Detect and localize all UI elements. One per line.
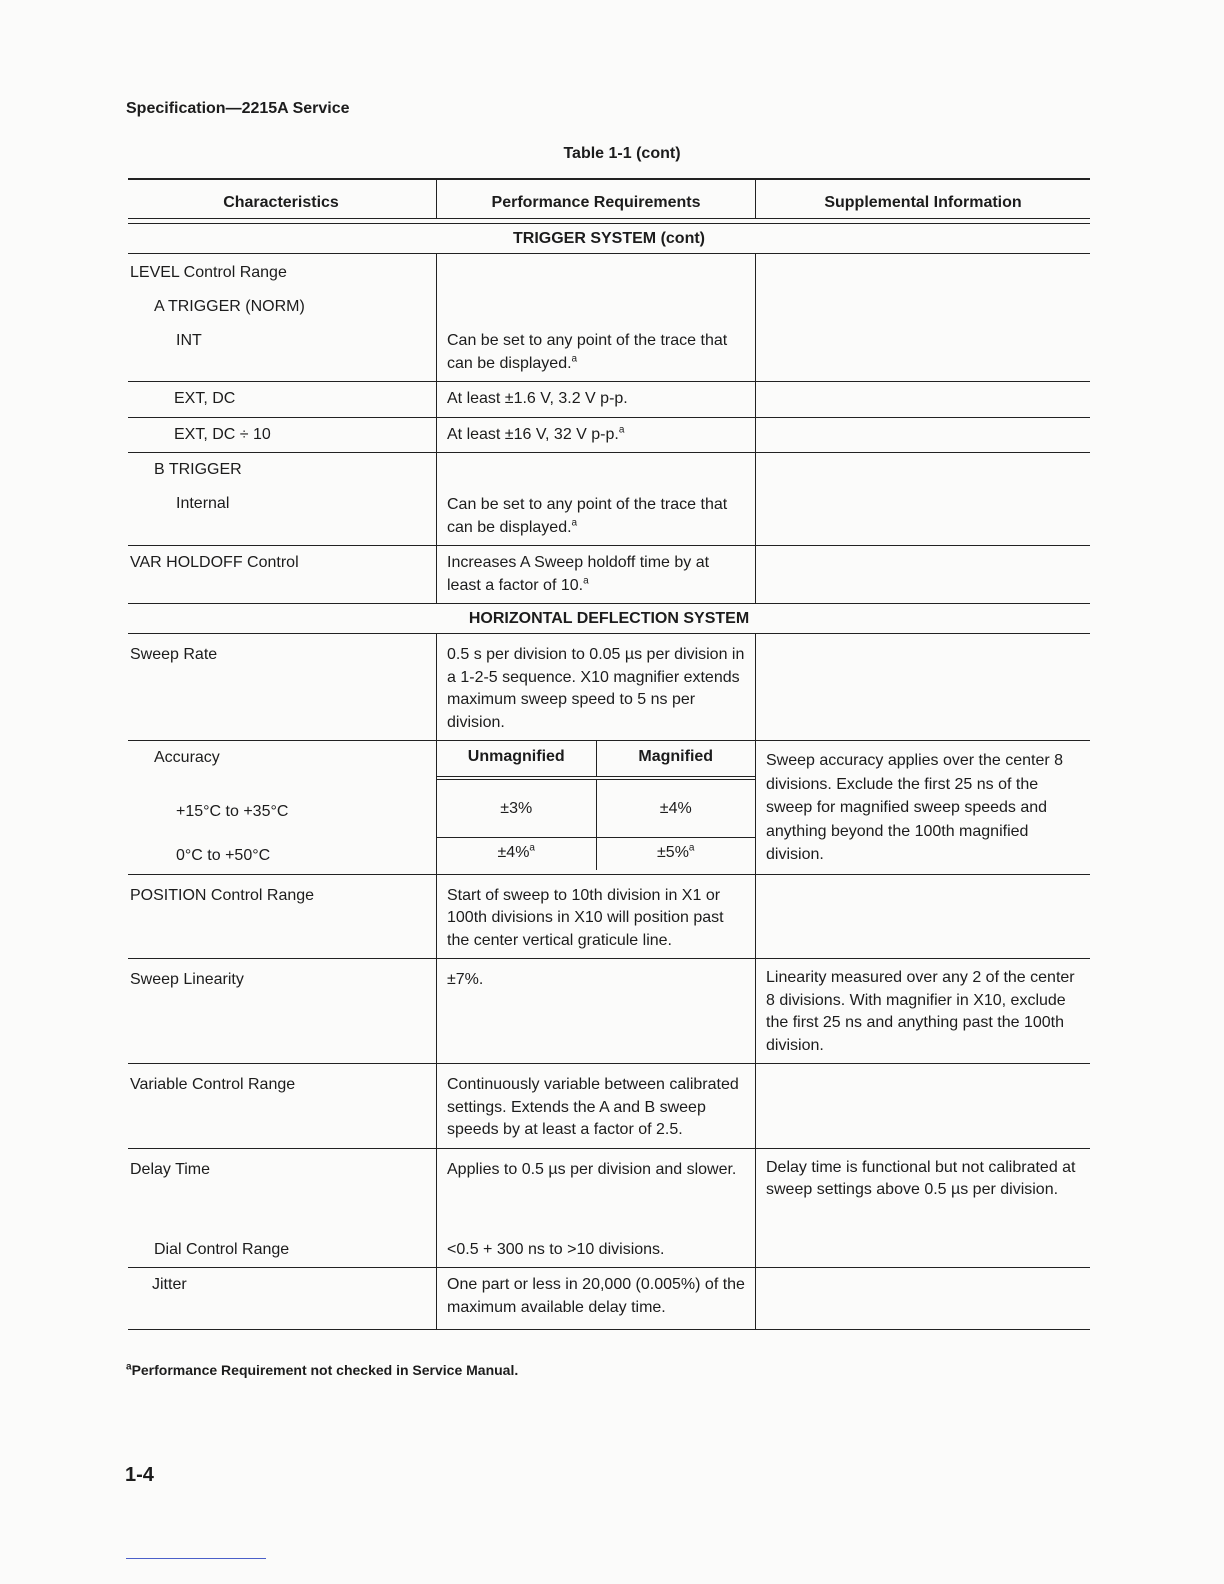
table-row	[128, 417, 1090, 453]
table-row	[128, 545, 1090, 603]
section-heading: TRIGGER SYSTEM (cont)	[128, 224, 1090, 254]
table-row	[128, 254, 1090, 381]
row-label: Sweep Linearity	[130, 971, 244, 988]
row-label: EXT, DC ÷ 10	[174, 425, 271, 443]
row-label: Delay Time	[130, 1160, 211, 1178]
performance-text: Can be set to any point of the trace that can be displayed.	[447, 332, 728, 372]
row-label: Sweep Rate	[130, 646, 218, 663]
performance-text: At least ±1.6 V, 3.2 V p-p.	[447, 390, 628, 407]
section-heading: HORIZONTAL DEFLECTION SYSTEM	[128, 603, 1090, 634]
performance-text: <0.5 + 300 ns to >10 divisions.	[447, 1240, 665, 1258]
performance-text: 0.5 s per division to 0.05 µs per division in a 1-2-5 sequence. X10 magnifier extends maximum sweep speed to 5 ns per division.	[436, 634, 756, 740]
performance-text: At least ±16 V, 32 V p-p.	[447, 425, 619, 443]
value-cell: ±4%	[659, 800, 692, 817]
performance-text: ±7%.	[436, 959, 756, 1063]
table-row	[128, 634, 1090, 740]
row-label: EXT, DC	[174, 390, 236, 407]
performance-text: Continuously variable between calibrated settings. Extends the A and B sweep speeds by at least a factor of 2.5.	[436, 1064, 756, 1148]
row-label: POSITION Control Range	[130, 886, 315, 904]
row-label: Jitter	[152, 1276, 187, 1293]
table-row	[128, 381, 1090, 417]
value-cell: ±4%	[497, 844, 530, 861]
footnote-mark: a	[688, 842, 695, 854]
bottom-rule	[126, 1558, 266, 1559]
table-row	[128, 874, 1090, 959]
footnote: $^a$Performance Requirement not checked in Service Manual.	[126, 1361, 519, 1378]
supplemental-text: Delay time is functional but not calibrated at sweep settings above 0.5 µs per division.	[766, 1158, 1076, 1198]
footnote-mark: a	[618, 424, 625, 436]
footnote-mark: a	[126, 1361, 132, 1373]
performance-text: Start of sweep to 10th division in X1 or 100th divisions in X10 will position past the center vertical graticule line.	[436, 875, 756, 959]
supplemental-text: Linearity measured over any 2 of the center 8 divisions. With magnifier in X10, exclude the first 25 ns and anything past the 100th division.	[766, 969, 1075, 1054]
row-label: B TRIGGER	[154, 461, 242, 478]
value-cell: ±5%	[657, 844, 689, 861]
page-number: 1-4	[125, 1464, 154, 1486]
table-row	[128, 452, 1090, 545]
table-row	[128, 958, 1090, 1063]
performance-text: Can be set to any point of the trace that can be displayed.	[447, 496, 728, 536]
spec-table	[128, 178, 1090, 1330]
subheader-magnified: Magnified	[638, 748, 714, 765]
footnote-mark: a	[571, 517, 578, 529]
footnote-mark: a	[583, 575, 589, 587]
supplemental-text: Sweep accuracy applies over the center 8 divisions. Exclude the first 25 ns of the sweep for magnified sweep speeds and anything beyond the 100th magnified division.	[766, 752, 1064, 863]
row-label: A TRIGGER (NORM)	[154, 298, 305, 315]
row-label: Internal	[176, 495, 230, 512]
row-label: 0°C to +50°C	[176, 847, 271, 864]
row-label: Variable Control Range	[130, 1076, 296, 1093]
row-label: +15°C to +35°C	[176, 803, 289, 820]
table-row	[128, 1267, 1090, 1330]
column-header-characteristics: Characteristics	[223, 194, 339, 211]
row-label: LEVEL Control Range	[130, 264, 287, 281]
row-label: Accuracy	[154, 749, 220, 766]
row-label: VAR HOLDOFF Control	[130, 554, 299, 571]
table-caption: Table 1-1 (cont)	[563, 145, 681, 162]
value-cell: ±3%	[437, 780, 597, 837]
table-row	[128, 1063, 1090, 1148]
accuracy-block	[128, 740, 1090, 874]
column-header-supplemental: Supplemental Information	[824, 194, 1022, 211]
column-header-performance: Performance Requirements	[436, 180, 756, 218]
page-header: Specification—2215A Service	[126, 100, 350, 117]
performance-text: Applies to 0.5 µs per division and slower.	[447, 1160, 737, 1178]
subheader-unmagnified: Unmagnified	[437, 741, 597, 776]
footnote-mark: a	[571, 353, 578, 365]
performance-text: One part or less in 20,000 (0.005%) of the maximum available delay time.	[436, 1268, 756, 1329]
table-header-row	[128, 178, 1090, 218]
row-label: Dial Control Range	[154, 1240, 290, 1258]
row-label: INT	[176, 332, 202, 349]
table-row	[128, 1148, 1090, 1268]
performance-text: Increases A Sweep holdoff time by at least a factor of 10.	[447, 554, 710, 594]
footnote-mark: a	[529, 842, 535, 854]
